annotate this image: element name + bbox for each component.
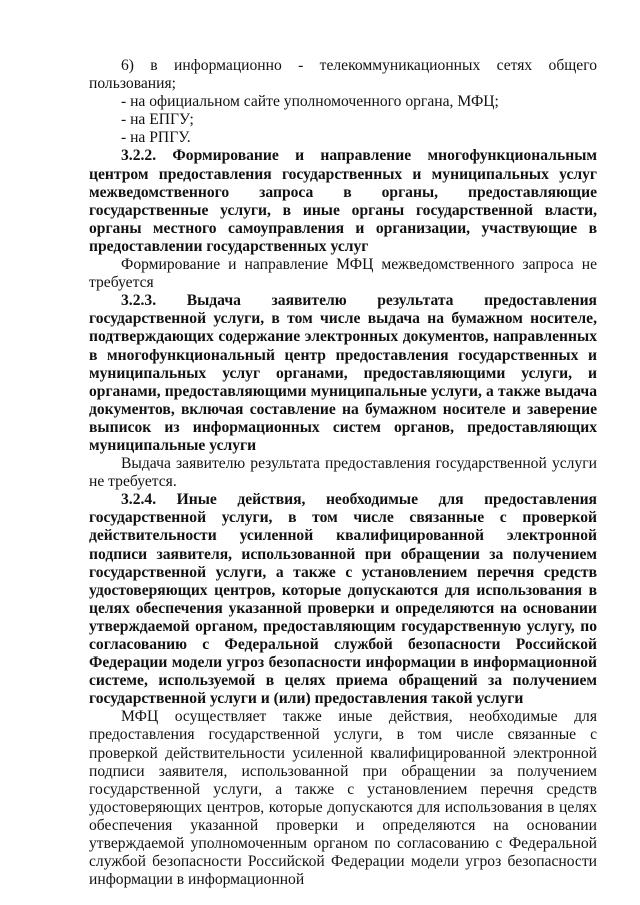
list-item: - на РПГУ.: [121, 129, 191, 147]
section-number: 3.2.3.: [121, 292, 157, 310]
section-number: 3.2.2.: [121, 147, 157, 165]
section-title: Выдача заявителю результата предоставления государственной услуги, в том числе выдача на бумажном носителе, подтверждающих содержание электронных документов, направленных в многофункциональный центр предоставления государственных и муниципальных услуг органами, предоставляющими услуги, и органами, предоставляющими муниципальные услуги, а также выдача документов, включая составление на бумажном носителе и заверение выписок из информационных систем органов, предоставляющих муниципальные услуги: [89, 292, 597, 454]
section-body: Формирование и направление МФЦ межведомственного запроса не требуется: [89, 256, 597, 292]
section-heading: [89, 147, 597, 256]
section-number: 3.2.4.: [121, 491, 157, 509]
list-item: - на официальном сайте уполномоченного органа, МФЦ;: [121, 93, 499, 111]
section-body: МФЦ осуществляет также иные действия, необходимые для предоставления государственной услуги, в том числе связанные с проверкой действительности усиленной квалифицированной электронной подписи заявителя, использованной при обращении за получением государственной услуги, а также с установлением перечня средств удостоверяющих центров, которые допускаются для использования в целях обеспечения указанной проверки и определяются на основании утверждаемой уполномоченным органом по согласованию с Федеральной службой безопасности Российской Федерации модели угроз безопасности информации в информационной: [89, 708, 597, 889]
section-heading: [89, 491, 597, 708]
list-intro: 6) в информационно - телекоммуникационных сетях общего пользования;: [89, 57, 597, 93]
section-heading: [89, 292, 597, 455]
document-body: [89, 57, 597, 889]
section-title: Формирование и направление многофункциональным центром предоставления государственных и муниципальных услуг межведомственного запроса в органы, предоставляющие государственные услуги, в иные органы государственной власти, органы местного самоуправления и организации, участвующие в предоставлении государственных услуг: [89, 147, 597, 255]
section-title: Иные действия, необходимые для предоставления государственной услуги, в том числе связанные с проверкой действительности усиленной квалифицированной электронной подписи заявителя, использованной при обращении за получением государственной услуги, а также с установлением перечня средств удостоверяющих центров, которые допускаются для использования в целях обеспечения указанной проверки и определяются на основании утверждаемой органом, предоставляющим государственную услугу, по согласованию с Федеральной службой безопасности Российской Федерации модели угроз безопасности информации в информационной системе, используемой в целях приема обращений за получением государственной услуги и (или) предоставления такой услуги: [89, 491, 597, 708]
section-body: Выдача заявителю результата предоставления государственной услуги не требуется.: [89, 455, 597, 491]
list-item: - на ЕПГУ;: [121, 111, 194, 129]
